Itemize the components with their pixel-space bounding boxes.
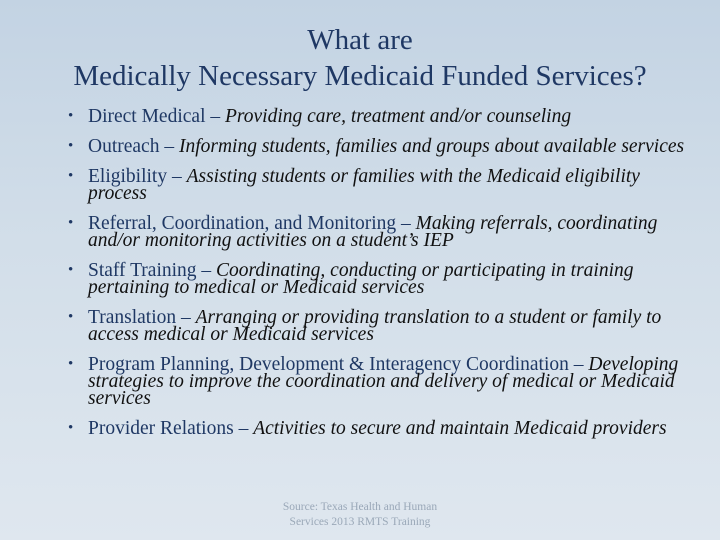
- title-line-1: What are: [307, 24, 413, 56]
- list-item: [66, 215, 686, 249]
- list-item: [66, 262, 686, 296]
- services-list: [66, 108, 686, 450]
- list-item: [66, 309, 686, 343]
- source-citation: [240, 500, 480, 530]
- bullet-icon: •: [68, 356, 74, 372]
- service-description: Developing strategies to improve the coordination and delivery of medical or Medicaid services: [88, 354, 679, 409]
- list-item: [66, 168, 686, 202]
- service-description: Assisting students or families with the Medicaid eligibility process: [88, 166, 640, 204]
- bullet-icon: •: [68, 309, 74, 325]
- service-term: Eligibility –: [88, 166, 182, 187]
- service-term: Referral, Coordination, and Monitoring –: [88, 213, 411, 234]
- bullet-icon: •: [68, 262, 74, 278]
- service-description: Activities to secure and maintain Medicaid providers: [253, 418, 667, 439]
- bullet-icon: •: [68, 138, 74, 154]
- service-description: Coordinating, conducting or participating in training pertaining to medical or Medicaid services: [88, 260, 634, 298]
- slide-title: [0, 22, 720, 94]
- service-term: Direct Medical –: [88, 106, 221, 127]
- list-item: [66, 356, 686, 407]
- bullet-icon: •: [68, 215, 74, 231]
- source-line-2: Services 2013 RMTS Training: [289, 516, 431, 528]
- bullet-icon: •: [68, 420, 74, 436]
- service-term: Outreach –: [88, 136, 175, 157]
- service-term: Provider Relations –: [88, 418, 249, 439]
- service-description: Informing students, families and groups about available services: [178, 136, 685, 157]
- service-description: Arranging or providing translation to a student or family to access medical or Medicaid services: [88, 307, 662, 345]
- bullet-icon: •: [68, 108, 74, 124]
- list-item: [66, 108, 686, 125]
- source-line-1: Source: Texas Health and Human: [282, 501, 438, 513]
- bullet-icon: •: [68, 168, 74, 184]
- list-item: [66, 420, 686, 437]
- title-line-2: Medically Necessary Medicaid Funded Services?: [73, 60, 647, 92]
- service-term: Translation –: [88, 307, 191, 328]
- service-description: Making referrals, coordinating and/or monitoring activities on a student’s IEP: [88, 213, 658, 251]
- service-term: Program Planning, Development & Interagency Coordination –: [88, 354, 584, 375]
- service-description: Providing care, treatment and/or counseling: [225, 106, 572, 127]
- service-term: Staff Training –: [88, 260, 212, 281]
- list-item: [66, 138, 686, 155]
